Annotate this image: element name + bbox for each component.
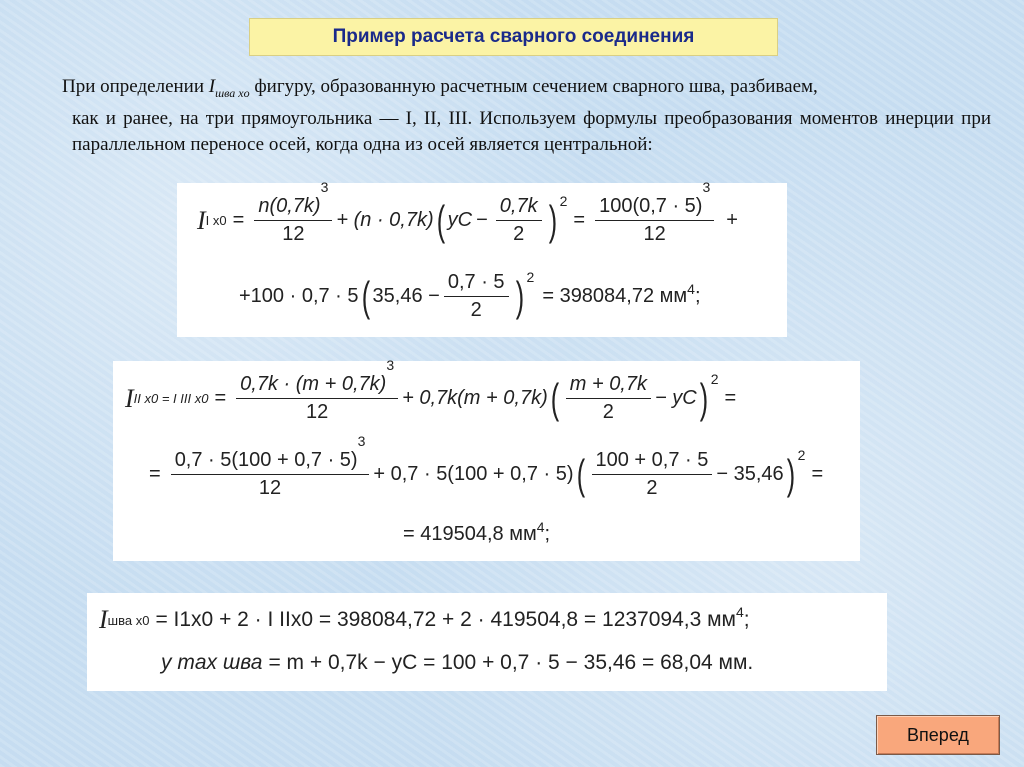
formula2-frac2 [566,373,651,424]
formula2-mid2: + 0,7 · 5(100 + 0,7 · 5) [373,463,574,485]
formula2-lparen2: ( [576,450,585,498]
formula1-rparen: ) [548,196,557,244]
formula1-line2 [239,268,701,322]
formula1-square2: 2 [526,268,535,285]
formula1-line1 [197,179,738,246]
formula2-frac1 [236,357,398,424]
formula2-result: = 419504,8 мм [403,523,537,545]
formula2-rparen2: ) [786,450,795,498]
formula1-frac3-den: 12 [643,223,666,245]
formula1-lparen2: ( [361,272,370,320]
intro-pre: При определении [62,76,209,97]
formula2-frac3 [171,433,370,500]
formula1-frac4-den: 2 [470,299,482,321]
formula1-line2-pre: +100 · 0,7 · 5 [239,285,359,307]
formula2-cube1: 3 [386,357,395,373]
formula1-frac1-den: 12 [282,223,305,245]
next-button-label: Вперед [907,724,969,745]
formula2-mid: + 0,7k(m + 0,7k) [402,387,548,409]
intro-symbol [208,76,250,100]
formula1-lhs-sub: I x0 [205,213,227,228]
formula3-line2 [161,651,753,675]
formula1-frac4-num: 0,7 · 5 [444,271,509,297]
formula1-eq: = [232,209,245,231]
formula1-frac1-num: n(0,7k) [258,195,321,217]
formula2-eq3: = [149,463,161,485]
formula2-square1: 2 [710,370,719,387]
formula1-frac4 [444,271,509,322]
intro-symbol-main: I [208,76,216,97]
formula1-rparen2: ) [515,272,524,320]
formula2-yc: − yC [655,387,697,409]
intro-paragraph [58,74,991,158]
slide-title-text: Пример расчета сварного соединения [332,26,695,47]
formula2-cube2: 3 [357,433,366,449]
formula1-I: I [197,205,206,235]
formula1-frac1 [254,179,332,246]
formula2-line1 [125,357,737,424]
formula1-mid1: + (n · 0,7k) [336,209,434,231]
formula1-minus: − [476,209,488,231]
formula1-eq2: = [573,209,586,231]
formula1-line2-val: 35,46 − [372,285,440,307]
formula2-frac4-den: 2 [646,477,658,499]
formula2-frac3-num: 0,7 · 5(100 + 0,7 · 5) [174,449,358,471]
formula1-tail: ; [694,285,701,307]
formula1-plus: + [726,209,738,231]
formula3-line1-lhs: шва x0 [107,612,150,628]
formula2-frac1-den: 12 [306,401,329,423]
formula2-eq: = [214,387,227,409]
formula2-frac3-den: 12 [258,477,282,499]
formula1-frac3-num: 100(0,7 · 5) [599,195,703,217]
next-button[interactable] [876,715,1000,755]
formula1-frac2 [496,195,542,246]
formula-box-1 [177,179,787,337]
formula2-frac4-num: 100 + 0,7 · 5 [592,449,713,475]
formula3-line1-exp: 4 [736,604,744,620]
formula2-I: I [125,383,134,413]
formula-box-2 [113,357,860,561]
formula3-I: I [99,605,108,634]
intro-line1-post: фигуру, образованную расчетным сечением сварного шва, разбиваем, [249,76,818,97]
formula2-lparen: ( [550,374,559,422]
formula2-line2 [149,433,824,500]
formula1-cube2: 3 [702,179,711,195]
formula1-lparen: ( [436,196,445,244]
formula3-line2-rhs: = m + 0,7k − yC = 100 + 0,7 · 5 − 35,46 = 68,04 мм. [268,651,754,674]
formula2-result-exp: 4 [536,518,545,535]
formula3-line1-rhs: = I1x0 + 2 · I IIx0 = 398084,72 + 2 · 419504,8 = 1237094,3 мм [155,608,736,631]
formula3-line2-lhs: y max шва [161,651,263,674]
formula1-yc: yC [447,209,473,231]
formula1-frac2-num: 0,7k [496,195,542,221]
formula2-rparen: ) [699,374,708,422]
formula2-frac1-num: 0,7k · (m + 0,7k) [240,373,387,395]
formula1-frac2-den: 2 [513,223,525,245]
formula2-eq2: = [724,387,737,409]
formula2-eq4: = [811,463,824,485]
formula1-cube1: 3 [320,179,329,195]
formula2-frac2-den: 2 [602,401,614,423]
formula1-square1: 2 [559,192,568,209]
formula2-square2: 2 [797,446,806,463]
formula2-tail: ; [544,523,551,545]
formula1-frac3 [595,179,714,246]
formula2-line3 [403,518,551,546]
intro-symbol-sub: шва xо [215,85,250,100]
formula3-line1 [99,605,750,635]
formula2-val: − 35,46 [716,463,784,485]
slide-title [249,18,778,56]
formula2-frac2-num: m + 0,7k [566,373,651,399]
formula2-frac4 [592,449,713,500]
formula2-lhs: II x0 = I III x0 [133,391,209,406]
formula3-line1-tail: ; [743,608,750,631]
intro-rest: как и ранее, на три прямоугольника — I, II, III. Используем формулы преобразования моментов инерции при параллельном переносе осей, когда одна из осей является центральной: [72,107,991,155]
formula-box-3 [87,593,887,691]
formula1-result-exp: 4 [687,280,695,297]
intro-line-1 [58,74,991,106]
formula1-result: = 398084,72 мм [542,285,688,307]
